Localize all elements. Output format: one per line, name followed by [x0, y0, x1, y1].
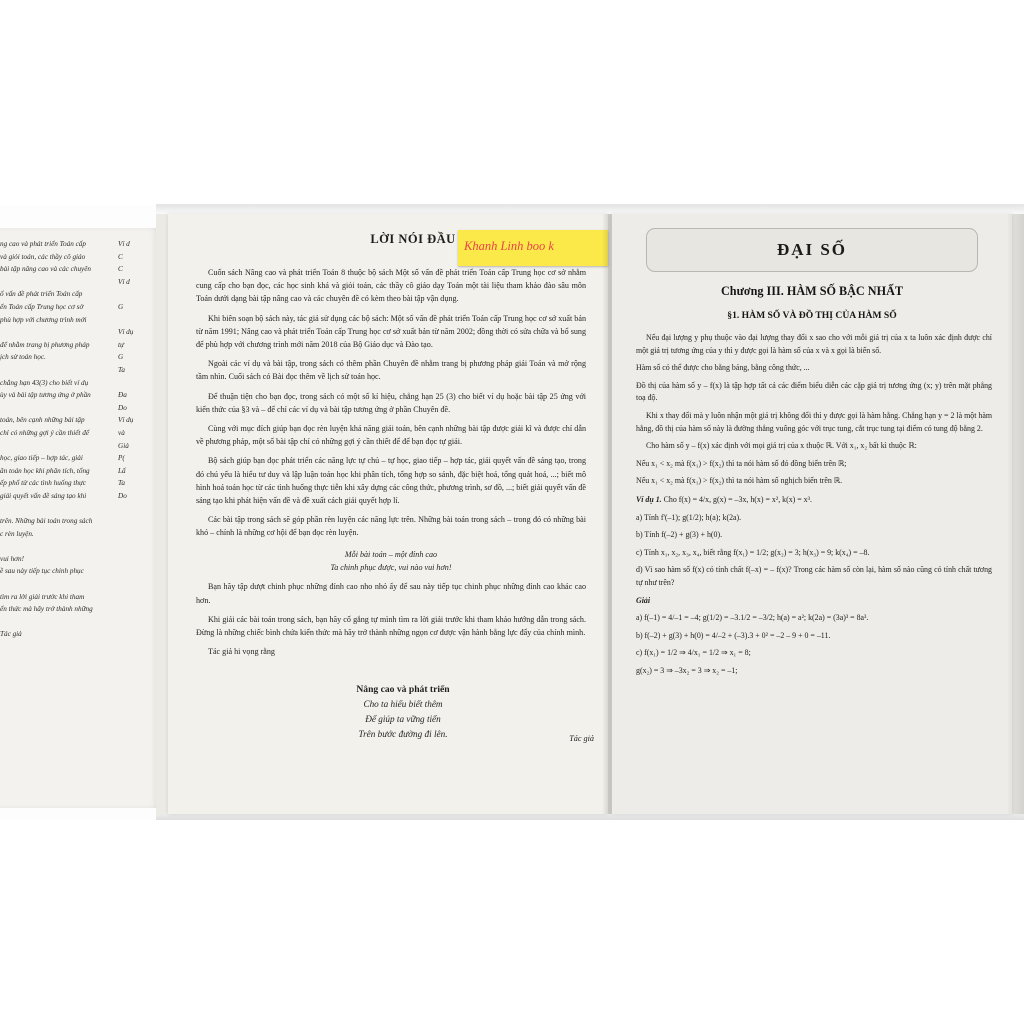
- background-text-fragment: Ta: [118, 365, 125, 374]
- preface-paragraph: Cùng với mục đích giúp bạn đọc rèn luyện khả năng giải toán, bên cạnh những bài tập được giải kĩ và được chỉ dẫn về phương pháp, một số bài tập chỉ có những gợi ý cần thiết để để bạn đọc tự giải.: [196, 424, 586, 447]
- right-book-page: [612, 214, 1012, 814]
- background-text-fragment: G: [118, 302, 124, 311]
- example-item: b) Tính f(–2) + g(3) + h(0).: [636, 530, 723, 540]
- preface-closing-paragraph: Tác giả hi vọng rằng: [208, 647, 275, 657]
- open-book-spread: [156, 214, 1024, 814]
- lesson-paragraph: Khi x thay đổi mà y luôn nhận một giá trị không đổi thì y được gọi là hàm hằng. Chẳng hạn y = 2 là một hàm hằng, đồ thị của hàm số này là đường thẳng vuông góc với trục tung, cắt trục tung tại điểm có tung độ bằng 2.: [636, 410, 992, 433]
- background-text-line: vui hơn!: [0, 554, 24, 563]
- background-left-fragments: [118, 238, 158, 502]
- preface-closing-paragraph: Bạn hãy tập dượt chinh phục những đỉnh cao nho nhỏ ấy để sau này tiếp tục chinh phục những đỉnh cao khác cao hơn.: [196, 582, 586, 605]
- lesson-paragraph: Cho hàm số y – f(x) xác định với mọi giá trị của x thuộc ℝ. Với x₁, x₂ bất kì thuộc ℝ:: [646, 441, 917, 451]
- background-text-fragment: [118, 377, 158, 390]
- background-text-line: giải quyết vấn đề sáng tạo khi: [0, 491, 87, 500]
- chapter-title: Chương III. HÀM SỐ BẬC NHẤT: [720, 284, 903, 298]
- background-text-fragment: G: [118, 353, 124, 362]
- example-item: a) Tính f'(–1); g(1/2); h(a); k(2a).: [636, 512, 742, 522]
- background-text-fragment: Do: [118, 403, 127, 412]
- background-text-fragment: tự: [118, 340, 124, 349]
- example-intro: Cho f(x) = 4/x, g(x) = –3x, h(x) = x², k(x) = x³.: [663, 494, 812, 504]
- preface-paragraph: Để thuận tiện cho bạn đọc, trong sách có một số kí hiệu, chẳng hạn 25 (3) cho biết ví dụ hoặc bài tập 25 ứng với kiến thức của §3 và – để chỉ các ví dụ và bài tập tương ứng ở phần Chuyên đề.: [196, 391, 586, 414]
- background-text-line: học, giao tiếp – hợp tác, giải: [0, 454, 83, 463]
- background-text-line: bài tập nâng cao và các chuyên: [0, 265, 92, 274]
- background-text-line: để nhằm trang bị phương pháp: [0, 340, 90, 349]
- background-text-line: ân toán học khi phân tích, tổng: [0, 466, 90, 475]
- background-text-line: [0, 276, 108, 289]
- preface-paragraph: Các bài tập trong sách sẽ góp phần rèn luyện các năng lực trên. Những bài toán trong sách – trong đó có những bài khó – chính là những cơ hội để bạn đọc rèn luyện.: [196, 515, 586, 538]
- background-text-fragment: [118, 288, 158, 301]
- preface-closing-verse: [288, 682, 518, 742]
- background-text-line: ùy và bài tập tương ứng ở phần: [0, 391, 91, 400]
- background-text-line: ến thức mà hãy trở thành những: [0, 605, 93, 614]
- section-header-label: ĐẠI SỐ: [776, 240, 848, 259]
- background-text-fragment: và: [118, 428, 125, 437]
- quote-line: Mỗi bài toán – một đỉnh cao: [344, 549, 438, 559]
- background-text-line: ề sau này tiếp tục chinh phục: [0, 567, 84, 576]
- background-text-line: [0, 440, 108, 453]
- background-text-fragment: P(: [118, 454, 125, 463]
- preface-paragraph: Bộ sách giúp bạn đọc phát triển các năng lực tự chủ – tự học, giao tiếp – hợp tác, giải quyết vấn đề sáng tạo, trong đó chú yếu là hiểu tư duy và lập luận toán học khi phân tích, tổng hợp so sánh, đặc biệt hoá, tổng quát hoá, ...; biết mô hình hoá toán học từ các tình huống thực tiễn khi xây dựng các công thức, phương trình, sơ đồ, ...; biết giải quyết vấn đề sáng tạo khi phát hiện vấn đề và đề xuất cách giải quyết hợp lí.: [196, 456, 586, 506]
- background-text-line: ng cao và phát triển Toán cấp: [0, 240, 86, 248]
- author-signature: Tác giả: [569, 734, 594, 743]
- solution-label: Giải: [636, 595, 651, 605]
- quote-line: Ta chinh phục được, vui nào vui hơn!: [330, 563, 452, 573]
- background-text-line: [0, 502, 108, 515]
- background-text-line: tìm ra lời giải trước khi tham: [0, 592, 85, 601]
- example-item: c) Tính x₁, x₂, x₃, x₄, biết rằng f(x₁) = 1/2; g(x₂) = 3; h(x₃) = 9; k(x₄) = –8.: [636, 547, 870, 557]
- verse-line: Trên bước đường đi lên.: [358, 729, 448, 739]
- background-text-fragment: Ví d: [118, 240, 130, 248]
- preface-paragraph: Ngoài các ví dụ và bài tập, trong sách có thêm phần Chuyên đề nhằm trang bị phương pháp giải Toán và mở rộng tầm nhìn. Cuối sách có Bài đọc thêm về lịch sử toán học.: [196, 359, 586, 382]
- background-text-line: [0, 326, 108, 339]
- example-item: d) Vì sao hàm số f(x) có tính chất f(–x) = – f(x)? Trong các hàm số còn lại, hàm số nào cũng có tính chất tương tự như trên?: [636, 565, 992, 587]
- background-text-line: trên. Những bài toán trong sách: [0, 517, 93, 526]
- preface-paragraph: Cuốn sách Nâng cao và phát triển Toán 8 thuộc bộ sách Một số vấn đề phát triển Toán cấp Trung học cơ sở nhằm cung cấp cho bạn đọc, các học sinh khá và giỏi toán, các thầy cô giáo dạy Toán một tài liệu tham khảo đào sâu môn Toán dưới dạng bài tập nâng cao và các chuyên đề có kèm theo bài tập vận dụng.: [196, 268, 586, 304]
- background-left-text: [0, 238, 108, 641]
- background-text-line: [0, 402, 108, 415]
- lesson-title: §1. HÀM SỐ VÀ ĐỒ THỊ CỦA HÀM SỐ: [727, 310, 897, 321]
- background-text-fragment: Ví dụ: [118, 328, 134, 337]
- preface-body: [196, 266, 586, 664]
- background-text-line: ếp phổ từ các tình huống thực: [0, 479, 87, 488]
- section-header-box: [646, 228, 978, 272]
- background-text-line: ố vấn đề phát triển Toán cấp: [0, 290, 83, 299]
- background-text-line: ển Toán cấp Trung học cơ sở: [0, 302, 84, 311]
- background-text-fragment: Lấ: [118, 466, 126, 475]
- background-text-line: c rèn luyện.: [0, 529, 34, 538]
- background-text-line: [0, 578, 108, 591]
- top-margin: [0, 0, 1024, 205]
- background-left-page: [0, 228, 160, 808]
- background-text-fragment: C: [118, 252, 123, 261]
- lesson-paragraph: Đồ thị của hàm số y – f(x) là tập hợp tất cả các điểm biểu diễn các cặp giá trị tương ứng (x; y) trên mặt phẳng toạ độ.: [636, 380, 992, 403]
- example-line: [636, 494, 992, 507]
- example-label: Ví dụ 1.: [636, 494, 662, 504]
- background-text-line: phù hợp với chương trình mới: [0, 315, 87, 324]
- background-text-fragment: Ví dụ: [118, 416, 134, 425]
- verse-line: Nâng cao và phát triển: [356, 684, 450, 695]
- bottom-margin: [0, 820, 1024, 1024]
- background-text-line: chỉ có những gợi ý cần thiết để: [0, 428, 89, 437]
- sticky-note-text: Khanh Linh boo k: [464, 239, 554, 253]
- background-text-line: chẳng hạn 43(3) cho biết ví dụ: [0, 378, 89, 387]
- background-text-fragment: Giả: [118, 441, 129, 450]
- background-text-line: [0, 540, 108, 553]
- preface-paragraph: Khi biên soạn bộ sách này, tác giả sử dụng các bộ sách: Một số vấn đề phát triển Toán cấp Trung học cơ sở xuất bản từ năm 1991; Nâng cao và phát triển Toán cấp Trung học cơ sở xuất bản từ năm 2002; đồng thời có sửa chữa và bổ sung để phù hợp với chương trình mới năm 2018 của Bộ Giáo dục và Đào tạo.: [196, 313, 586, 350]
- background-text-line: toán, bên cạnh những bài tập: [0, 416, 85, 425]
- left-book-page: [168, 214, 608, 814]
- background-text-fragment: Ví d: [118, 277, 130, 286]
- solution-line: b) f(–2) + g(3) + h(0) = 4/–2 + (–3).3 + 0² = –2 – 9 + 0 = –11.: [636, 630, 831, 640]
- verse-line: Để giúp ta vững tiến: [365, 714, 441, 724]
- background-text-fragment: [118, 314, 158, 327]
- background-text-line: [0, 616, 108, 629]
- background-text-fragment: Do: [118, 491, 127, 500]
- lesson-paragraph: Nếu đại lượng y phụ thuộc vào đại lượng thay đổi x sao cho với mỗi giá trị của x ta luôn xác định được chỉ một giá trị tương ứng của y thì y được gọi là hàm số của x và x gọi là biến số.: [636, 333, 992, 355]
- verse-line: Cho ta hiểu biết thêm: [363, 699, 443, 709]
- preface-quote: [196, 548, 586, 575]
- sticky-note: [458, 230, 608, 266]
- background-text-line: và giỏi toán, các thầy cô giáo: [0, 252, 86, 261]
- page-edge-shadow: [1008, 214, 1024, 814]
- background-text-fragment: C: [118, 265, 123, 274]
- lesson-paragraph: Hàm số có thể được cho bằng bảng, bằng công thức, ...: [636, 363, 810, 373]
- solution-line: c) f(x₁) = 1/2 ⇒ 4/x₁ = 1/2 ⇒ x₁ = 8;: [636, 648, 751, 658]
- lesson-paragraph: Nếu x₁ < x₂ mà f(x₁) > f(x₂) thì ta nói hàm số nghịch biến trên ℝ.: [636, 476, 843, 486]
- background-text-line: ịch sử toán học.: [0, 353, 46, 362]
- solution-line: a) f(–1) = 4/–1 = –4; g(1/2) = –3.1/2 = –3/2; h(a) = a²; k(2a) = (3a)³ = 8a³.: [636, 613, 869, 623]
- solution-line: g(x₂) = 3 ⇒ –3x₂ = 3 ⇒ x₂ = –1;: [636, 665, 738, 675]
- background-text-fragment: Ta: [118, 479, 125, 488]
- lesson-paragraph: Nếu x₁ < x₂ mà f(x₁) > f(x₂) thì ta nói hàm số đó đồng biến trên ℝ;: [636, 458, 847, 468]
- lesson-body: [636, 332, 992, 682]
- background-text-fragment: Đa: [118, 391, 127, 400]
- page-title: LỜI NÓI ĐẦU: [370, 232, 456, 246]
- background-text-line: [0, 364, 108, 377]
- background-text-line: Tác giả: [0, 630, 22, 639]
- preface-closing-paragraph: Khi giải các bài toán trong sách, bạn hãy cố gắng tự mình tìm ra lời giải trước khi tham khảo hướng dẫn trong sách. Đừng là những chiếc bình chứa kiến thức mà hãy trở thành những ngọn cơ được vận hành bằng lực đẩy của chính mình.: [196, 614, 586, 638]
